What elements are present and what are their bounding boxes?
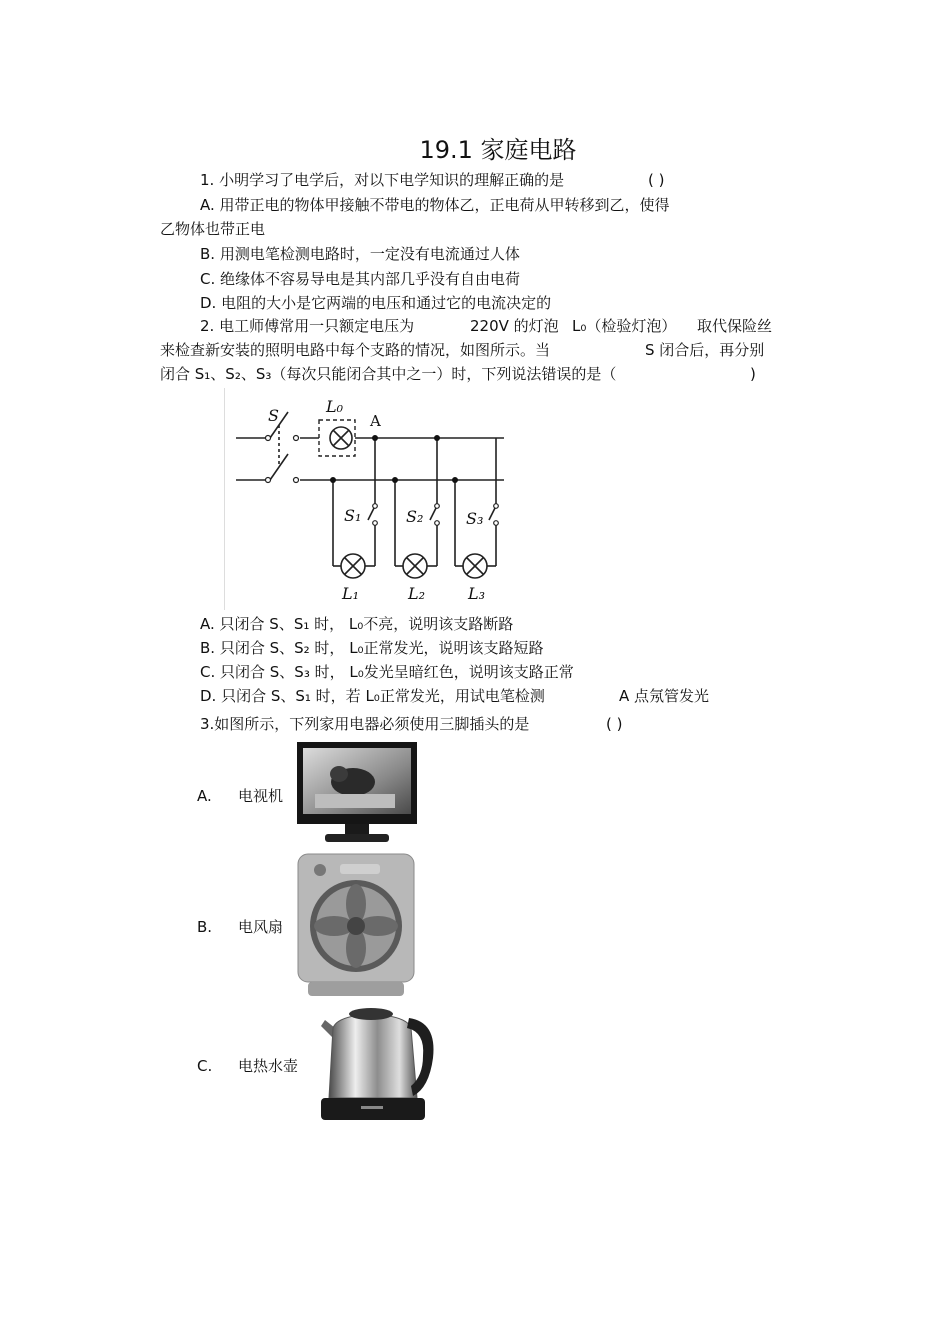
q3-option-c-letter: C. [197,1057,213,1075]
page-title: 19.1 家庭电路 [419,136,577,164]
circuit-label-l1: L₁ [342,584,360,603]
q3-answer-paren: ( ) [606,715,623,733]
q2-stem-2a: 来检查新安装的照明电路中每个支路的情况，如图所示。当 [160,341,551,359]
q1-option-a-cont: 乙物体也带正电 [160,220,266,238]
fan-image [294,852,418,998]
q3-stem: 3.如图所示，下列家用电器必须使用三脚插头的是 [200,715,530,733]
q2-stem-3b: ) [750,365,756,383]
circuit-label-l0: L₀ [326,397,344,416]
q3-option-a-letter: A. [197,787,212,805]
q2-stem-2b: S 闭合后，再分别 [645,341,765,359]
q2-option-c: C. 只闭合 S、S₃ 时， L₀发光呈暗红色，说明该支路正常 [200,663,574,681]
q1-option-d: D. 电阻的大小是它两端的电压和通过它的电流决定的 [200,294,552,312]
q2-stem-1c: L₀（检验灯泡） [572,317,677,335]
circuit-label-s1: S₁ [344,506,362,525]
q1-answer-paren: ( ) [648,171,665,189]
q1-option-a: A. 用带正电的物体甲接触不带电的物体乙，正电荷从甲转移到乙，使得 [200,196,670,214]
q2-option-b: B. 只闭合 S、S₂ 时， L₀正常发光，说明该支路短路 [200,639,544,657]
circuit-label-l2: L₂ [408,584,426,603]
q1-option-b: B. 用测电笔检测电路时，一定没有电流通过人体 [200,245,520,263]
q2-option-a: A. 只闭合 S、S₁ 时， L₀不亮，说明该支路断路 [200,615,514,633]
circuit-label-s3: S₃ [466,509,484,528]
tv-image [295,736,419,848]
q3-option-a-text: 电视机 [238,787,284,805]
q2-stem-1d: 取代保险丝 [697,317,773,335]
circuit-label-a: A [370,412,381,430]
q1-option-c: C. 绝缘体不容易导电是其内部几乎没有自由电荷 [200,270,521,288]
q1-stem: 1. 小明学习了电学后，对以下电学知识的理解正确的是 [200,171,565,189]
q2-stem-1a: 2. 电工师傅常用一只额定电压为 [200,317,415,335]
q2-stem-3a: 闭合 S₁、S₂、S₃（每次只能闭合其中之一）时，下列说法错误的是（ [160,365,617,383]
q2-option-d: D. 只闭合 S、S₁ 时，若 L₀正常发光，用试电笔检测 [200,687,545,705]
kettle-image [313,998,439,1128]
q3-option-c-text: 电热水壶 [238,1057,299,1075]
q3-option-b-letter: B. [197,918,213,936]
q3-option-b-text: 电风扇 [238,918,284,936]
circuit-label-s2: S₂ [406,507,424,526]
q2-stem-1b: 220V 的灯泡 [470,317,559,335]
q2-option-d-cont: A 点氖管发光 [619,687,710,705]
circuit-label-s: S [268,406,279,425]
circuit-diagram [224,388,522,610]
circuit-label-l3: L₃ [468,584,486,603]
